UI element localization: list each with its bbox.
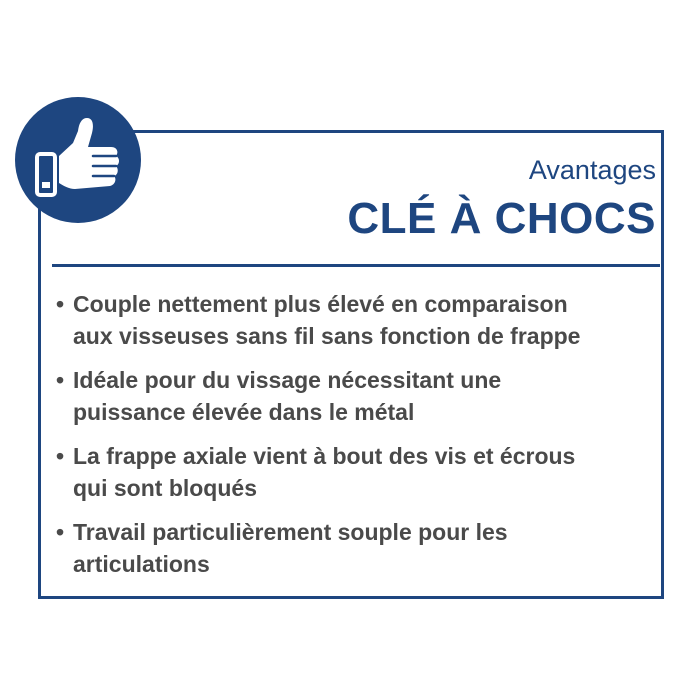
page-title: CLÉ À CHOCS bbox=[347, 194, 656, 243]
subtitle: Avantages bbox=[528, 155, 656, 185]
benefit-line: qui sont bloqués bbox=[73, 475, 257, 501]
benefit-line: Couple nettement plus élevé en comparaison bbox=[73, 291, 568, 317]
benefit-line: aux visseuses sans fil sans fonction de frappe bbox=[73, 323, 581, 349]
list-item bbox=[56, 288, 656, 352]
benefit-line: Travail particulièrement souple pour les bbox=[73, 519, 508, 545]
benefits-list bbox=[56, 288, 656, 592]
bullet: • bbox=[56, 519, 65, 545]
list-item bbox=[56, 364, 656, 428]
list-item bbox=[56, 516, 656, 580]
thumbs-up-badge bbox=[15, 97, 141, 223]
thumbs-up-icon bbox=[15, 97, 141, 223]
benefit-line: La frappe axiale vient à bout des vis et écrous bbox=[73, 443, 576, 469]
bullet: • bbox=[56, 291, 65, 317]
list-item bbox=[56, 440, 656, 504]
benefit-line: articulations bbox=[73, 551, 210, 577]
bullet: • bbox=[56, 367, 65, 393]
benefit-line: puissance élevée dans le métal bbox=[73, 399, 415, 425]
divider bbox=[52, 264, 660, 267]
benefit-line: Idéale pour du vissage nécessitant une bbox=[73, 367, 502, 393]
bullet: • bbox=[56, 443, 65, 469]
